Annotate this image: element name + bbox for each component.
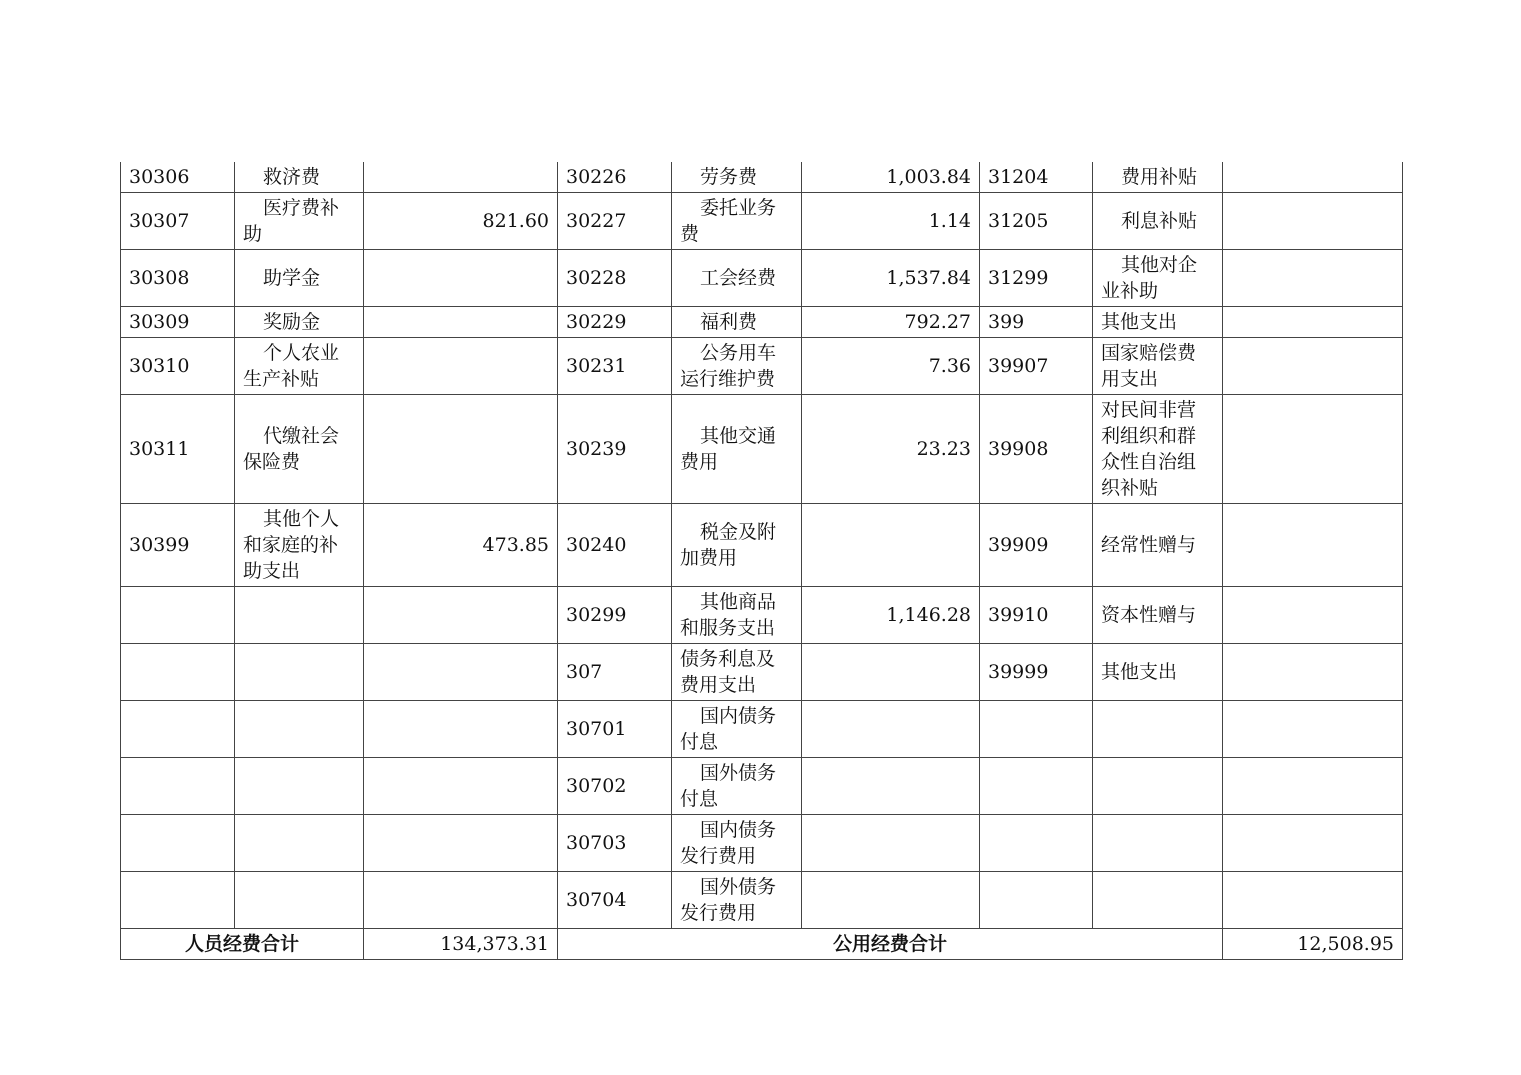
code-cell: 30311 (121, 395, 235, 504)
amount-cell (1223, 815, 1403, 872)
amount-cell (1223, 338, 1403, 395)
name-cell: 其他个人和家庭的补助支出 (235, 504, 364, 587)
code-cell (121, 758, 235, 815)
amount-cell (1223, 193, 1403, 250)
amount-cell (1223, 587, 1403, 644)
code-cell: 30703 (558, 815, 672, 872)
amount-cell (364, 338, 558, 395)
amount-cell (802, 701, 980, 758)
name-cell (1093, 701, 1223, 758)
public-total-value: 12,508.95 (1223, 929, 1403, 960)
code-cell: 31205 (980, 193, 1093, 250)
code-cell: 30227 (558, 193, 672, 250)
code-cell (121, 587, 235, 644)
amount-cell: 1,537.84 (802, 250, 980, 307)
name-cell: 其他交通费用 (672, 395, 802, 504)
name-cell: 债务利息及费用支出 (672, 644, 802, 701)
amount-cell (802, 644, 980, 701)
amount-cell: 7.36 (802, 338, 980, 395)
name-cell (1093, 815, 1223, 872)
code-cell: 30309 (121, 307, 235, 338)
name-cell: 其他商品和服务支出 (672, 587, 802, 644)
amount-cell (364, 644, 558, 701)
table-row (121, 872, 1403, 929)
code-cell: 30308 (121, 250, 235, 307)
code-cell (980, 872, 1093, 929)
code-cell: 39910 (980, 587, 1093, 644)
amount-cell (364, 395, 558, 504)
code-cell: 39908 (980, 395, 1093, 504)
amount-cell (802, 872, 980, 929)
table-row (121, 162, 1403, 193)
amount-cell (364, 815, 558, 872)
code-cell: 31204 (980, 162, 1093, 193)
name-cell (235, 587, 364, 644)
code-cell: 30399 (121, 504, 235, 587)
name-cell (1093, 872, 1223, 929)
name-cell: 委托业务费 (672, 193, 802, 250)
code-cell: 30226 (558, 162, 672, 193)
code-cell: 307 (558, 644, 672, 701)
name-cell: 国外债务发行费用 (672, 872, 802, 929)
name-cell: 劳务费 (672, 162, 802, 193)
code-cell (121, 644, 235, 701)
code-cell (121, 872, 235, 929)
table-row (121, 644, 1403, 701)
amount-cell: 821.60 (364, 193, 558, 250)
name-cell: 经常性赠与 (1093, 504, 1223, 587)
amount-cell: 1,146.28 (802, 587, 980, 644)
name-cell: 代缴社会保险费 (235, 395, 364, 504)
code-cell: 39907 (980, 338, 1093, 395)
amount-cell (1223, 395, 1403, 504)
name-cell: 国内债务付息 (672, 701, 802, 758)
table-row (121, 338, 1403, 395)
code-cell (980, 758, 1093, 815)
amount-cell (1223, 872, 1403, 929)
name-cell: 助学金 (235, 250, 364, 307)
amount-cell (1223, 504, 1403, 587)
amount-cell (364, 758, 558, 815)
name-cell: 国内债务发行费用 (672, 815, 802, 872)
public-total-label: 公用经费合计 (558, 929, 1223, 960)
amount-cell (1223, 307, 1403, 338)
name-cell: 利息补贴 (1093, 193, 1223, 250)
name-cell (235, 815, 364, 872)
name-cell: 福利费 (672, 307, 802, 338)
amount-cell (802, 504, 980, 587)
name-cell: 工会经费 (672, 250, 802, 307)
amount-cell (1223, 162, 1403, 193)
amount-cell (1223, 758, 1403, 815)
code-cell (980, 815, 1093, 872)
code-cell: 399 (980, 307, 1093, 338)
code-cell: 30239 (558, 395, 672, 504)
expense-table (120, 162, 1403, 960)
code-cell: 30228 (558, 250, 672, 307)
amount-cell: 1,003.84 (802, 162, 980, 193)
name-cell: 其他支出 (1093, 307, 1223, 338)
name-cell (235, 758, 364, 815)
code-cell: 30702 (558, 758, 672, 815)
code-cell: 39999 (980, 644, 1093, 701)
amount-cell (364, 872, 558, 929)
name-cell (235, 872, 364, 929)
name-cell (235, 644, 364, 701)
code-cell: 30240 (558, 504, 672, 587)
name-cell: 个人农业生产补贴 (235, 338, 364, 395)
table-row (121, 250, 1403, 307)
name-cell: 其他支出 (1093, 644, 1223, 701)
personnel-total-value: 134,373.31 (364, 929, 558, 960)
name-cell: 税金及附加费用 (672, 504, 802, 587)
name-cell (1093, 758, 1223, 815)
table-row (121, 193, 1403, 250)
code-cell (121, 701, 235, 758)
name-cell: 国家赔偿费用支出 (1093, 338, 1223, 395)
code-cell: 30307 (121, 193, 235, 250)
totals-row (121, 929, 1403, 960)
table-row (121, 758, 1403, 815)
name-cell: 救济费 (235, 162, 364, 193)
name-cell (235, 701, 364, 758)
code-cell: 30231 (558, 338, 672, 395)
amount-cell: 1.14 (802, 193, 980, 250)
amount-cell (802, 815, 980, 872)
name-cell: 公务用车运行维护费 (672, 338, 802, 395)
code-cell: 30229 (558, 307, 672, 338)
code-cell: 30306 (121, 162, 235, 193)
table-row (121, 701, 1403, 758)
amount-cell (1223, 250, 1403, 307)
amount-cell: 473.85 (364, 504, 558, 587)
code-cell: 30299 (558, 587, 672, 644)
amount-cell (364, 162, 558, 193)
amount-cell: 23.23 (802, 395, 980, 504)
name-cell: 对民间非营利组织和群众性自治组织补贴 (1093, 395, 1223, 504)
code-cell (121, 815, 235, 872)
name-cell: 奖励金 (235, 307, 364, 338)
code-cell: 30701 (558, 701, 672, 758)
amount-cell (364, 701, 558, 758)
name-cell: 其他对企业补助 (1093, 250, 1223, 307)
name-cell: 资本性赠与 (1093, 587, 1223, 644)
amount-cell (364, 587, 558, 644)
name-cell: 医疗费补助 (235, 193, 364, 250)
code-cell: 30704 (558, 872, 672, 929)
amount-cell (1223, 701, 1403, 758)
table-row (121, 395, 1403, 504)
amount-cell: 792.27 (802, 307, 980, 338)
code-cell: 30310 (121, 338, 235, 395)
table-row (121, 307, 1403, 338)
amount-cell (802, 758, 980, 815)
amount-cell (364, 250, 558, 307)
table-row (121, 587, 1403, 644)
code-cell: 31299 (980, 250, 1093, 307)
personnel-total-label: 人员经费合计 (121, 929, 364, 960)
name-cell: 费用补贴 (1093, 162, 1223, 193)
table-row (121, 815, 1403, 872)
name-cell: 国外债务付息 (672, 758, 802, 815)
amount-cell (364, 307, 558, 338)
amount-cell (1223, 644, 1403, 701)
code-cell: 39909 (980, 504, 1093, 587)
code-cell (980, 701, 1093, 758)
table-row (121, 504, 1403, 587)
